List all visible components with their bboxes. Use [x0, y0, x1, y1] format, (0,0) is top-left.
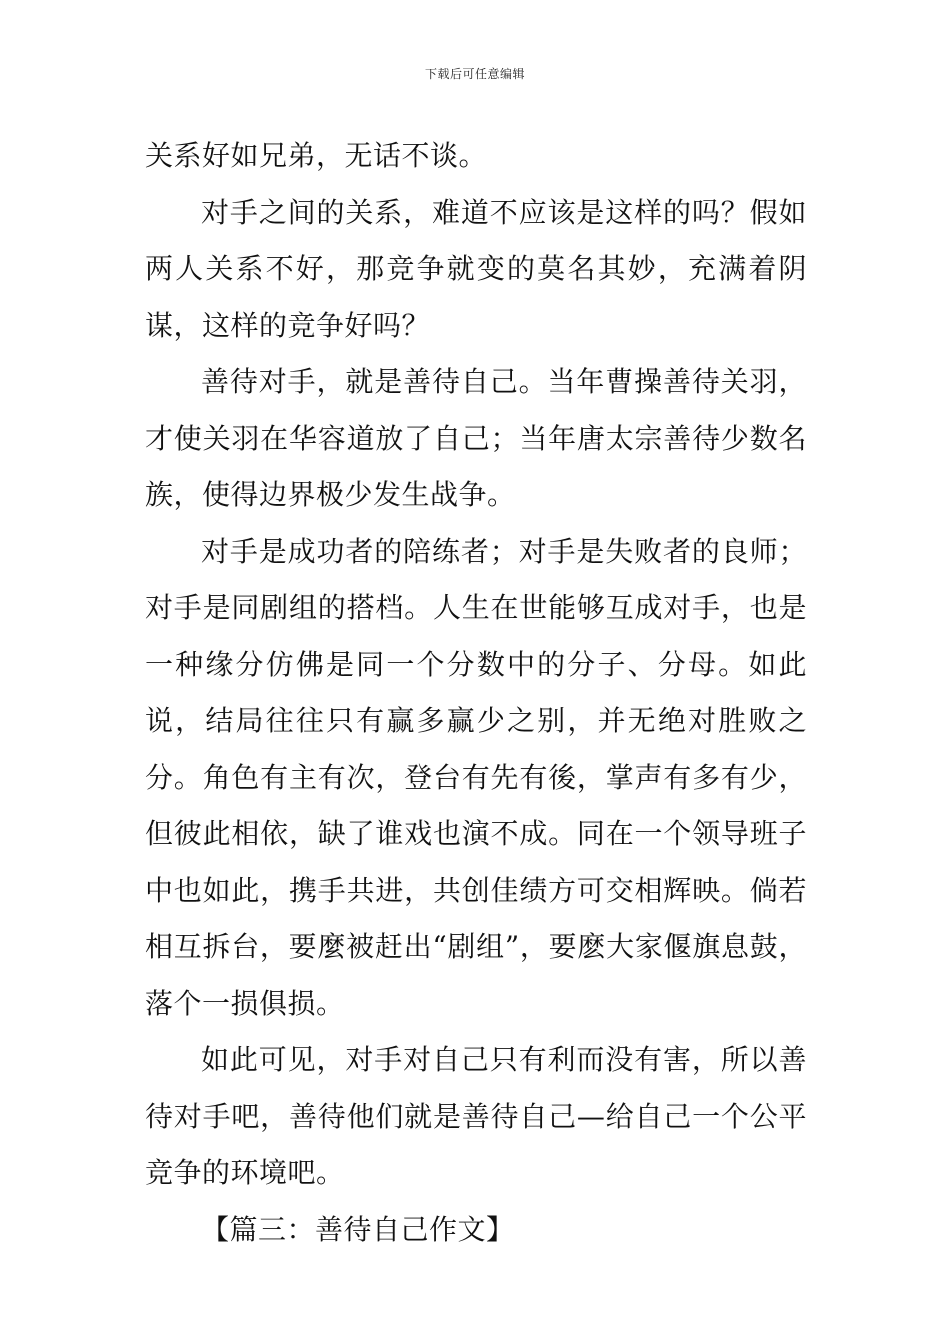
paragraph-continuation: 关系好如兄弟，无话不谈。 [145, 139, 488, 172]
paragraph: 如此可见，对手对自己只有利而没有害，所以善待对手吧，善待他们就是善待自己—给自己一个公平竞争的环境吧。 [145, 1043, 807, 1189]
header-note: 下载后可任意编辑 [424, 67, 525, 81]
paragraph: 善待对手，就是善待自己。当年曹操善待关羽，才使关羽在华容道放了自己；当年唐太宗善待少数名族，使得边界极少发生战争。 [145, 365, 807, 511]
paragraph: 对手之间的关系，难道不应该是这样的吗？假如两人关系不好，那竞争就变的莫名其妙，充满着阴谋，这样的竞争好吗？ [145, 195, 807, 342]
paragraph: 对手是成功者的陪练者；对手是失败者的良师；对手是同剧组的搭档。人生在世能够互成对手，也是一种缘分仿佛是同一个分数中的分子、分母。如此说，结局往往只有赢多赢少之别，并无绝对胜败之分。角色有主有次，登台有先有後，掌声有多有少，但彼此相依，缺了谁戏也演不成。同在一个领导班子中也如此，携手共进，共创佳绩方可交相辉映。倘若相互拆台，要麼被赶出“剧组”，要麽大家偃旗息鼓，落个一损俱损。 [145, 534, 807, 1020]
document-body [145, 128, 807, 1258]
section-heading: 【篇三：善待自己作文】 [201, 1212, 515, 1246]
